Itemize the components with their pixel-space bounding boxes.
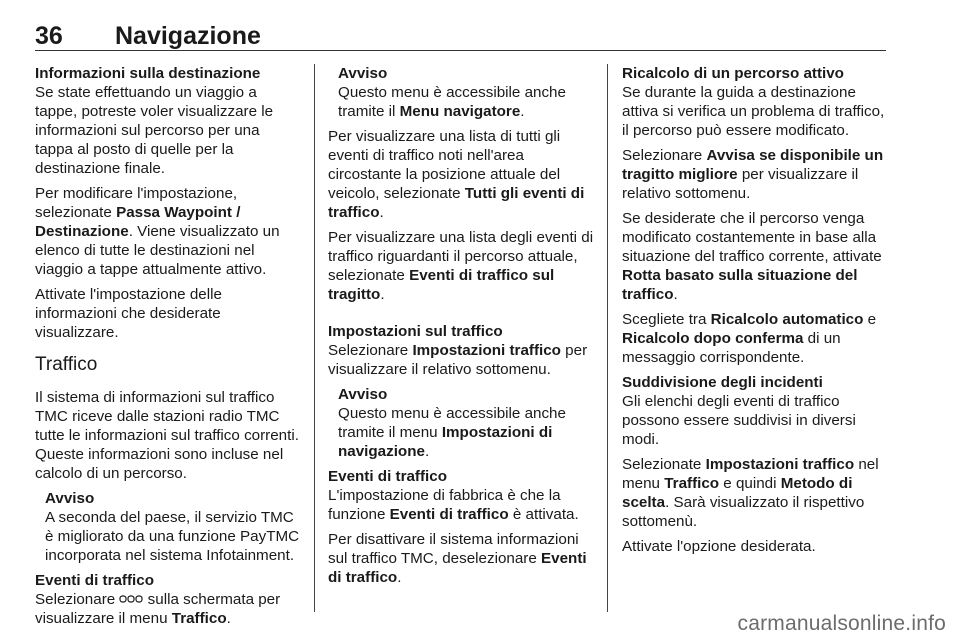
paragraph: Per disattivare il sistema informazioni sul traffico TMC, deselezionare Eventi di traffico. [328,531,587,586]
paragraph: Per visualizzare una lista degli eventi di traffico riguardanti il percorso attuale, selezionate Eventi di traffico sul tragitto. [328,229,594,303]
paragraph: Selezionare sulla schermata per visualizzare il menu Traffico. [35,591,281,627]
paragraph: Attivate l'impostazione delle informazioni che desiderate visualizzare. [35,286,222,341]
subheading-traffic-events: Eventi di traffico [35,572,154,589]
page-title: Navigazione [115,22,261,50]
column-divider-2 [607,64,608,612]
note-box [45,489,300,565]
paragraph: Gli elenchi degli eventi di traffico possono essere suddivisi in diversi modi. [622,393,856,448]
paragraph: Se desiderate che il percorso venga modificato costantemente in base alla situazione del traffico corrente, attivate Rotta basato sulla situazione del traffico. [622,210,882,303]
menu-option: Traffico [171,610,227,627]
paragraph: Selezionare Impostazioni traffico per visualizzare il relativo sottomenu. [328,342,588,378]
paragraph: Se state effettuando un viaggio a tappe, potreste voler visualizzare le informazioni sul percorso per una tappa al posto di quelle per la destinazione finale. [35,84,274,177]
watermark: carmanualsonline.info [737,612,946,635]
column-2 [328,64,594,593]
note-box [338,64,594,121]
note-text: Questo menu è accessibile anche tramite il menu Impostazioni di navigazione. [338,405,566,460]
menu-option: Passa Waypoint / Destinazione [35,204,241,240]
note-title: Avviso [338,386,388,403]
paragraph: Per visualizzare una lista di tutti gli eventi di traffico noti nell'area circostante la posizione attuale del veicolo, selezionate Tutti gli eventi di traffico. [328,128,585,221]
column-divider-1 [314,64,315,612]
subheading-traffic-events: Eventi di traffico [328,468,447,485]
header-divider [35,50,886,51]
column-3 [622,64,888,562]
paragraph: L'impostazione di fabbrica è che la funzione Eventi di traffico è attivata. [328,487,579,523]
paragraph: Attivate l'opzione desiderata. [622,538,816,555]
paragraph: Se durante la guida a destinazione attiva si verifica un problema di traffico, il percorso può essere modificato. [622,84,885,139]
paragraph: Il sistema di informazioni sul traffico TMC riceve dalle stazioni radio TMC tutte le informazioni sul traffico correnti. Queste informazioni sono incluse nel calcolo di un percorso. [35,389,299,482]
paragraph: Per modificare l'impostazione, selezionate Passa Waypoint / Destinazione. Viene visualizzato un elenco di tutte le destinazioni nel viaggio a tappe attualmente attivo. [35,185,280,278]
column-1 [35,64,300,634]
note-text: Questo menu è accessibile anche tramite il Menu navigatore. [338,84,566,120]
page-number: 36 [35,22,63,50]
paragraph: Selezionate Impostazioni traffico nel menu Traffico e quindi Metodo di scelta. Sarà visualizzato il rispettivo sottomenù. [622,456,879,530]
paragraph: Selezionare Avvisa se disponibile un tragitto migliore per visualizzare il relativo sottomenu. [622,147,884,202]
note-box [338,385,594,461]
subheading-destination-info: Informazioni sulla destinazione [35,65,261,82]
subheading-recalculation: Ricalcolo di un percorso attivo [622,65,844,82]
subheading-incident-sorting: Suddivisione degli incidenti [622,374,823,391]
traffic-cars-icon [119,593,143,605]
paragraph: Scegliete tra Ricalcolo automatico e Ricalcolo dopo conferma di un messaggio corrispondente. [622,311,877,366]
note-title: Avviso [338,65,388,82]
note-title: Avviso [45,490,95,507]
subheading-traffic-settings: Impostazioni sul traffico [328,323,503,340]
page-header [35,22,885,52]
section-heading-traffic: Traffico [35,354,98,375]
note-text: A seconda del paese, il servizio TMC è migliorato da una funzione PayTMC incorporata nel sistema Infotainment. [45,509,300,564]
